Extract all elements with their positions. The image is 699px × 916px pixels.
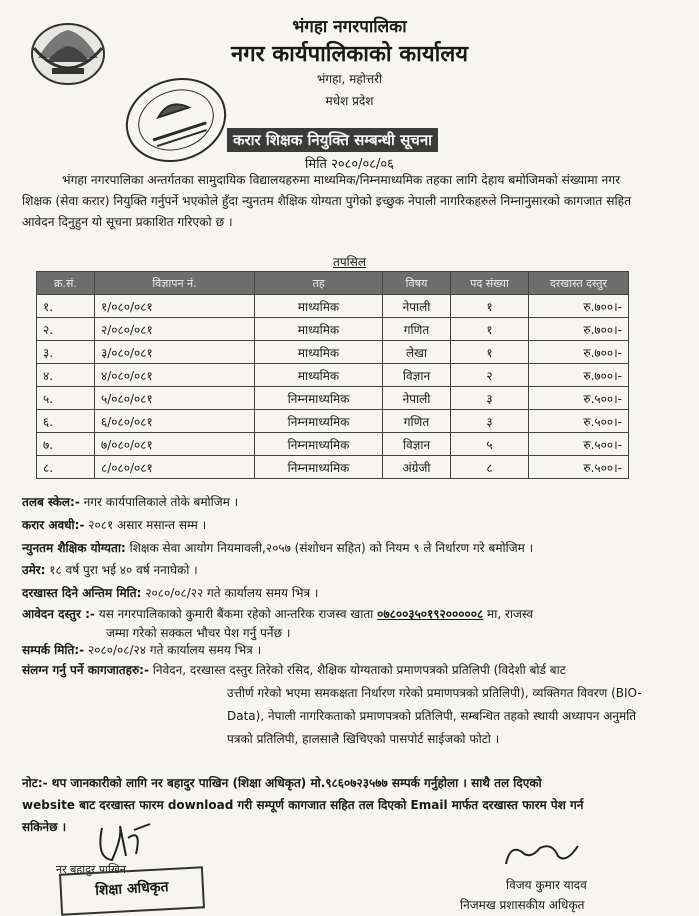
cell-post-count: ३ — [451, 410, 529, 433]
table-row — [37, 387, 629, 410]
left-designation-stamp — [59, 866, 205, 915]
cell-fee: रु.७००।- — [529, 318, 629, 341]
cell-level: निम्नमाध्यमिक — [255, 410, 383, 433]
documents-label: संलग्न गर्नु पर्ने कागजातहरु:- — [22, 663, 149, 677]
note-line-3: सकिनेछ । — [22, 820, 67, 834]
cell-level: माध्यमिक — [255, 364, 383, 387]
term-label: करार अवधी:- — [22, 518, 85, 532]
fee-text-end: मा, राजस्व — [487, 607, 534, 621]
cell-level: निम्नमाध्यमिक — [255, 387, 383, 410]
cell-ad-number: २/०८०/०८१ — [95, 318, 255, 341]
term-line — [22, 516, 206, 533]
cell-post-count: ५ — [451, 433, 529, 456]
cell-ad-number: ६/०८०/०८१ — [95, 410, 255, 433]
term-value: २०८१ असार मसान्त सम्म । — [88, 518, 207, 532]
cell-serial: ६. — [37, 410, 95, 433]
qualification-line — [22, 539, 533, 556]
cell-ad-number: ८/०८०/०८१ — [95, 456, 255, 479]
table-row — [37, 433, 629, 456]
account-number: ०७८००३५०१९२०००००८ — [377, 607, 484, 621]
fee-label: आवेदन दस्तुर :- — [22, 607, 95, 621]
header-post-count: पद संख्या — [451, 272, 529, 295]
cell-ad-number: ५/०८०/०८१ — [95, 387, 255, 410]
cell-subject: नेपाली — [383, 295, 451, 318]
contact-line — [22, 641, 261, 658]
deadline-label: दरखास्त दिने अन्तिम मिति: — [22, 586, 142, 600]
cell-fee: रु.७००।- — [529, 295, 629, 318]
salary-value: नगर कार्यपालिकाले तोके बमोजिम । — [83, 495, 239, 509]
cell-subject: नेपाली — [383, 387, 451, 410]
cell-ad-number: ३/०८०/०८१ — [95, 341, 255, 364]
table-row — [37, 410, 629, 433]
cell-fee: रु.५००।- — [529, 456, 629, 479]
documents-line-2: उत्तीर्ण गरेको भएमा समकक्षता निर्धारण गरेको प्रमाणपत्रको प्रतिलिपी), व्यक्तिगत विवरण (BIO- — [227, 686, 642, 700]
cell-level: निम्नमाध्यमिक — [255, 456, 383, 479]
right-signer-title: निजमख प्रशासकीय अधिकृत — [460, 898, 585, 912]
cell-post-count: ८ — [451, 456, 529, 479]
notice-intro: भंगहा नगरपालिका अन्तर्गतका सामुदायिक विद्यालयहरुमा माध्यमिक/निम्नमाध्यमिक तहका लागि देहाय बमोजिमको संख्यामा नगर शिक्षक (सेवा करार) नियुक्ति गर्नुपर्ने भएकोले हुँदा न्युनतम शैक्षिक योग्यता पुगेको इच्छुक नेपाली नागरिकहरुले निम्नानुसारको कागजात सहित आवेदन दिनुहुन यो सूचना प्रकाशित गरिएको छ । — [22, 173, 632, 229]
right-signer-name: विजय कुमार यादव — [506, 878, 587, 892]
cell-subject: विज्ञान — [383, 433, 451, 456]
cell-fee: रु.५००।- — [529, 410, 629, 433]
table-row — [37, 364, 629, 387]
cell-serial: २. — [37, 318, 95, 341]
cell-subject: गणित — [383, 318, 451, 341]
fee-line-2: जम्मा गरेको सक्कल भौचर पेश गर्नु पर्नेछ । — [106, 626, 291, 640]
age-label: उमेर: — [22, 563, 46, 577]
cell-post-count: १ — [451, 341, 529, 364]
office-name: नगर कार्यपालिकाको कार्यालय — [231, 42, 468, 67]
table-row — [37, 295, 629, 318]
age-line — [22, 561, 198, 578]
table-row — [37, 318, 629, 341]
fee-line — [22, 605, 533, 622]
cell-post-count: १ — [451, 295, 529, 318]
cell-post-count: ३ — [451, 387, 529, 410]
table-row — [37, 456, 629, 479]
qualification-value: शिक्षक सेवा आयोग नियमावली,२०५७ (संशोधन सहित) को नियम ९ ले निर्धारण गरे बमोजिम । — [129, 541, 534, 555]
cell-ad-number: ४/०८०/०८१ — [95, 364, 255, 387]
cell-subject: अंग्रेजी — [383, 456, 451, 479]
header-fee: दरखास्त दस्तुर — [529, 272, 629, 295]
documents-section — [22, 659, 662, 751]
cell-serial: ४. — [37, 364, 95, 387]
office-province: मधेश प्रदेश — [325, 94, 374, 108]
cell-subject: गणित — [383, 410, 451, 433]
municipality-name: भंगहा नगरपालिका — [292, 17, 407, 37]
header-ad-number: विज्ञापन नं. — [95, 272, 255, 295]
cell-fee: रु.५००।- — [529, 387, 629, 410]
cell-serial: ५. — [37, 387, 95, 410]
office-address: भंगहा, महोत्तरी — [316, 72, 383, 86]
cell-subject: लेखा — [383, 341, 451, 364]
cell-serial: ३. — [37, 341, 95, 364]
table-header-row — [37, 272, 629, 295]
cell-fee: रु.७००।- — [529, 364, 629, 387]
cell-level: माध्यमिक — [255, 295, 383, 318]
positions-table — [36, 271, 629, 479]
qualification-label: न्युनतम शैक्षिक योग्यता: — [22, 541, 126, 555]
header-subject: विषय — [383, 272, 451, 295]
cell-post-count: २ — [451, 364, 529, 387]
cell-serial: १. — [37, 295, 95, 318]
cell-ad-number: १/०८०/०८१ — [95, 295, 255, 318]
salary-label: तलब स्केल:- — [22, 495, 80, 509]
salary-line — [22, 493, 238, 510]
cell-serial: ७. — [37, 433, 95, 456]
header-level: तह — [255, 272, 383, 295]
age-value: १८ वर्ष पुरा भई ४० वर्ष ननाघेको । — [49, 563, 198, 577]
header-serial: क्र.सं. — [37, 272, 95, 295]
cell-level: माध्यमिक — [255, 318, 383, 341]
notice-date: मिति २०८०/०८/०६ — [305, 157, 394, 172]
left-signer-name: नर बहादुर पाखिन — [56, 863, 126, 876]
note-line-2: website बाट दरखास्त फारम download गरी सम्पूर्ण कागजात सहित तल दिएको Email मार्फत दरखास्त फारम पेश गर्न — [22, 798, 584, 812]
deadline-line — [22, 584, 318, 601]
note-line-1: नोट:- थप जानकारीको लागि नर बहादुर पाखिन (शिक्षा अधिकृत) मो.९८६०७२३५७७ सम्पर्क गर्नुहोला । साथै तल दिएको — [22, 776, 542, 790]
cell-post-count: १ — [451, 318, 529, 341]
cell-subject: विज्ञान — [383, 364, 451, 387]
table-row — [37, 341, 629, 364]
fee-text: यस नगरपालिकाको कुमारी बैंकमा रहेको आन्तरिक राजस्व खाता — [98, 607, 374, 621]
documents-line-3: Data), नेपाली नागरिकताको प्रमाणपत्रको प्रतिलिपी, सम्बन्धित तहको स्थायी अध्यापन अनुमति — [227, 709, 637, 723]
left-signature-icon — [92, 818, 152, 868]
cell-serial: ८. — [37, 456, 95, 479]
office-stamp-icon — [120, 72, 232, 167]
deadline-value: २०८०/०८/२२ गते कार्यालय समय भित्र । — [145, 586, 319, 600]
cell-level: निम्नमाध्यमिक — [255, 433, 383, 456]
contact-label: सम्पर्क मिति:- — [22, 643, 85, 657]
notice-title: करार शिक्षक नियुक्ति सम्बन्धी सूचना — [227, 128, 438, 152]
cell-ad-number: ७/०८०/०८१ — [95, 433, 255, 456]
table-caption: तपसिल — [332, 255, 366, 269]
left-stamp-text: शिक्षा अधिकृत — [94, 879, 169, 899]
cell-fee: रु.७००।- — [529, 341, 629, 364]
documents-line-4: पत्रको प्रतिलिपी, हालसालै खिचिएको पासपोर्ट साईजको फोटो । — [227, 732, 500, 746]
cell-level: माध्यमिक — [255, 341, 383, 364]
cell-fee: रु.५००।- — [529, 433, 629, 456]
contact-value: २०८०/०८/२४ गते कार्यालय समय भित्र । — [88, 643, 262, 657]
right-signature-icon — [500, 838, 580, 872]
documents-line-1: निवेदन, दरखास्त दस्तुर तिरेको रसिद, शैक्षिक योग्यताको प्रमाणपत्रको प्रतिलिपी (विदेशी बोर्ड बाट — [152, 663, 566, 677]
